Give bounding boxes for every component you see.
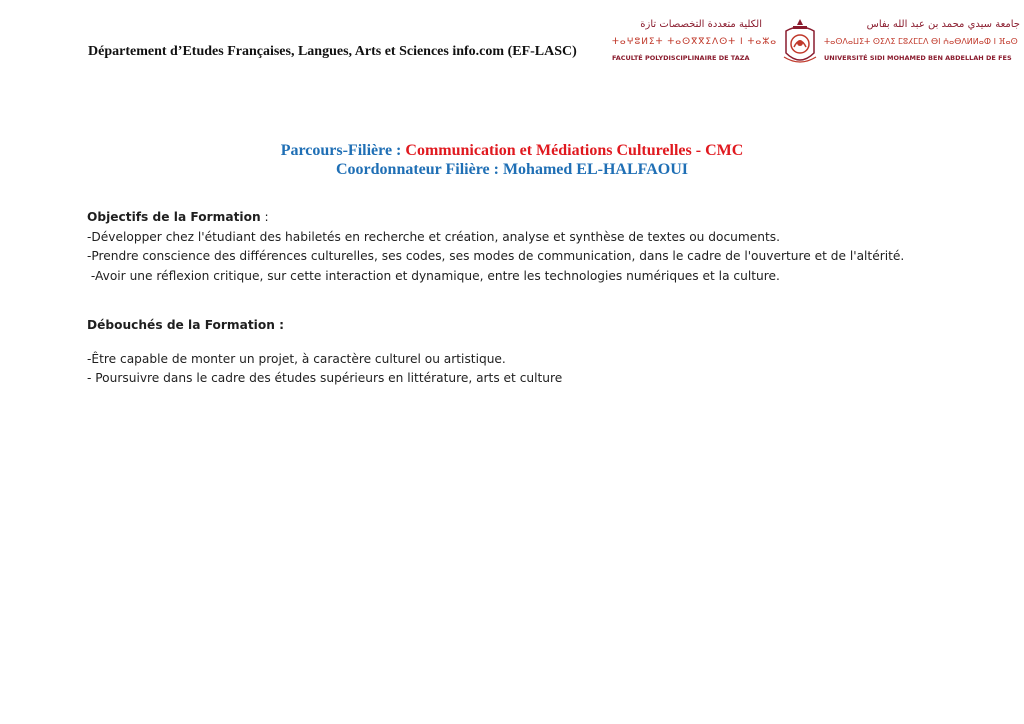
university-latin-name: UNIVERSITÉ SIDI MOHAMED BEN ABDELLAH DE FES (824, 54, 1012, 62)
program-titles (0, 141, 1024, 179)
debouches-heading: Débouchés de la Formation : (87, 318, 285, 332)
debouche-item: -Être capable de monter un projet, à caractère culturel ou artistique. (87, 351, 506, 366)
university-arabic-name: جامعة سيدي محمد بن عبد الله بفاس (866, 19, 1020, 30)
objectifs-heading: Objectifs de la Formation (87, 210, 261, 224)
objectif-item: -Développer chez l'étudiant des habiletés en recherche et création, analyse et synthèse de textes ou documents. (87, 229, 780, 244)
objectifs-heading-suffix: : (260, 210, 269, 224)
department-title: Département d’Etudes Françaises, Langues, Arts et Sciences info.com (EF-LASC) (88, 44, 577, 59)
faculty-arabic-name: الكلية متعددة التخصصات تازة (640, 19, 762, 30)
parcours-label: Parcours-Filière : (280, 142, 406, 159)
faculty-latin-name: FACULTÉ POLYDISCIPLINAIRE DE TAZA (612, 54, 750, 62)
parcours-value: Communication et Médiations Culturelles - CMC (405, 142, 744, 159)
parcours-line (0, 141, 1024, 160)
coordinator-line: Coordonnateur Filière : Mohamed EL-HALFAOUI (336, 161, 688, 178)
university-emblem-icon (780, 17, 820, 67)
program-content (87, 208, 967, 389)
faculty-tifinagh-name: ⵜⴰⵖⵓⵍⵉⵜ ⵜⴰⵙⴳⴳⵉⴷⵙⵜ ⵏ ⵜⴰⵣⴰ (612, 37, 778, 47)
university-tifinagh-name: ⵜⴰⵙⴷⴰⵡⵉⵜ ⵙⵉⴷⵉ ⵎⵓⵃⵎⵎⴷ ⴱⵏ ⵄⴰⴱⴷⵍⵍⴰⵀ ⵏ ⴼⴰⵙ (824, 37, 1018, 46)
debouche-item: - Poursuivre dans le cadre des études supérieurs en littérature, arts et culture (87, 371, 563, 385)
objectif-item: -Avoir une réflexion critique, sur cette interaction et dynamique, entre les technologies numériques et la culture. (87, 268, 780, 283)
objectifs-heading-line (87, 208, 967, 228)
university-logo (612, 17, 1024, 69)
objectif-item: -Prendre conscience des différences culturelles, ses codes, ses modes de communication, dans le cadre de l'ouverture et de l'altérité. (87, 249, 905, 263)
